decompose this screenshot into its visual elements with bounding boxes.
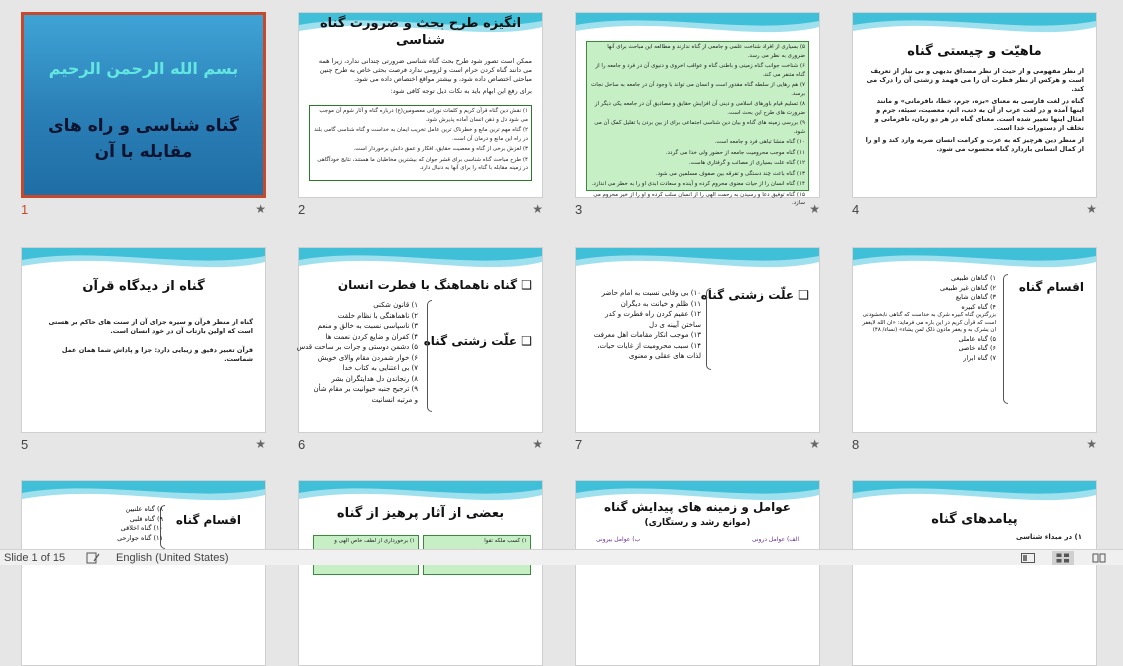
star-icon[interactable]: ★ [1086, 437, 1097, 451]
slide-frame[interactable] [852, 480, 1097, 666]
slide-frame[interactable] [21, 480, 266, 666]
star-icon[interactable]: ★ [532, 202, 543, 216]
list-item: ۱۴) سبب محرومیت از غایات حیات، لذات های عقلی و معنوی [597, 341, 701, 360]
normal-view-icon[interactable] [1017, 551, 1039, 565]
list-item: ۷) گناه ابرار [963, 353, 996, 362]
slide-thumbnail-7[interactable] [575, 247, 820, 452]
slide-frame[interactable] [21, 247, 266, 433]
slide-thumbnail-10[interactable] [298, 480, 543, 666]
wave-decoration-icon [853, 13, 1096, 45]
slide-heading: ❑ گناه ناهماهنگ با فطرت انسان [337, 278, 532, 292]
item-list [103, 505, 163, 543]
box-line: ۵) بسیاری از افراد شناخت علمی و جامعی از گناه ندارند و مطالعه این مباحث برای آنها ضروری به نظر می رسد. [607, 44, 805, 59]
list-item: ۱۰) گناه اخلاقی [120, 524, 163, 532]
box-line: ۶) شناخت جوانب گناه زمینی و باطنی گناه و عواقب اخروی و دنیوی آن در فرد و جامعه را از گناه متنفر می کند. [595, 63, 805, 78]
wave-decoration-icon [299, 248, 542, 280]
list-item: ۶) خوار شمردن مقام والای خویش [317, 353, 418, 362]
slide-title: عوامل و زمینه های پیدایش گناه [604, 500, 791, 514]
box-line: ۳) لغزش برخی از گناه و معصیت حقایق، افکار و عمق دانش برخوردار است. [353, 146, 528, 152]
brace-decoration [706, 288, 711, 370]
wave-decoration-icon [576, 248, 819, 280]
slide-body [865, 67, 1084, 157]
slide-thumbnail-1[interactable] [21, 12, 266, 217]
slide-indicator: Slide 1 of 15 [4, 552, 66, 564]
slide-frame[interactable] [298, 12, 543, 198]
language-indicator[interactable]: English (United States) [116, 552, 229, 564]
star-icon[interactable]: ★ [532, 437, 543, 451]
slide-frame[interactable] [852, 12, 1097, 198]
reading-view-icon[interactable] [1088, 551, 1110, 565]
body-paragraph: گناه در لغت فارسی به معنای «بزه، جرم، خطا، نافرمانی» و مانند اینها آمده و در لغت عرب از آن به ذنب، اثم، معصیت، سیئه، جرم و امثال اینها تعبیر شده است. معنای گناه در هر دو زبان، نافرمانی و تخلف از دستورات خدا است. [874, 97, 1084, 132]
slide-heading: اقسام گناه [175, 513, 241, 527]
box-line: ۱۲) گناه علت بسیاری از مصائب و گرفتاری هاست. [688, 160, 805, 166]
list-item: ۸) رنجاندن دل هدایتگران بشر [331, 374, 418, 383]
item-list [589, 288, 701, 362]
slide-frame[interactable] [298, 247, 543, 433]
slide-number: 8 [852, 437, 860, 452]
list-item: ۱۳) موجب انکار مقامات اهل معرفت [593, 331, 701, 339]
list-item: ۱) گناهان طبیعی [950, 274, 996, 282]
slide-thumbnail-6[interactable] [296, 247, 543, 452]
slide-heading: ❑ علّت زشتی گناه [700, 288, 809, 302]
list-item: ۷) بی اعتنایی به کتاب خدا [342, 364, 418, 372]
slide-number: 1 [21, 202, 29, 217]
star-icon[interactable]: ★ [255, 437, 266, 451]
slide-heading: اقسام گناه [1018, 280, 1084, 294]
body-paragraph: از منظر دین هرچیز که به عزت و کرامت انسان ضربه وارد کند و او را از کمال انسانی بازدارد گناه محسوب می شود. [865, 136, 1084, 153]
brace-decoration [1003, 274, 1008, 404]
list-item: ۹) گناه قلبی [129, 514, 163, 523]
slide-thumbnail-11[interactable] [575, 480, 820, 666]
star-icon[interactable]: ★ [255, 202, 266, 216]
list-item: ۹) ترجیح جنبه حیوانیت بر مقام شأن و مرتبه انسانیت [313, 385, 418, 404]
body-paragraph: گناه از منظر قرآن و سیره جزای آن از سنت های حاکم بر هستی است که اولین بازتاب آن در خود انسان است. [48, 318, 253, 335]
box-line: ۱) برخورداری از لطف خاص الهی و [334, 538, 415, 544]
list-item: ۵) گناه عاملی [958, 334, 996, 343]
body-paragraph: برای رفع این ابهام باید به نکات ذیل توجه کافی شود: [390, 87, 532, 95]
list-item: ۴) کفران و ضایع کردن نعمت ها [325, 332, 418, 341]
box-line: ۷) هم رهایی از سلطه گناه مقدور است و انسان می تواند با وجود آن در جامعه به ساحل نجات برسد. [591, 82, 805, 97]
list-item: ۴) گناه کبیره [961, 302, 996, 311]
slide-frame[interactable] [575, 480, 820, 666]
box-line: ۴) طرح مباحث گناه شناسی برای قشر جوان که بیشترین مخاطبان ما هستند، نتایج خودآگاهی در زمینه مقابله با گناه را برای آنها به دنبال دارد. [317, 156, 528, 171]
item-list [861, 274, 996, 363]
list-item: ۵) دشمن دوستی و جرات بر ساحت قدس [296, 343, 418, 351]
star-icon[interactable]: ★ [1086, 202, 1097, 216]
list-item: ۱۰) بی وفایی نسبت به امام حاضر [601, 289, 701, 297]
content-box [309, 105, 532, 181]
slide-sorter-view-icon[interactable] [1052, 551, 1074, 565]
list-item: ۲) گناهان غیر طبیعی [939, 283, 996, 292]
slide-frame[interactable] [852, 247, 1097, 433]
body-paragraph: از نظر مفهومی و از حیث از نظر مصداق بدیهی و بی نیاز از تعریف است و هرکس از نظر فطرت آن را می فهمد و زشتی آن را درک می کند. [866, 67, 1084, 93]
slide-body [36, 318, 253, 367]
slide-title: گناه از دیدگاه قرآن [82, 279, 205, 294]
slide-body: ۱) در مبداء شناسی [1016, 533, 1082, 541]
status-bar [0, 549, 1123, 565]
presentation-title [34, 113, 253, 165]
title-line-2: مقابله با آن [94, 142, 193, 162]
slide-number: 6 [298, 437, 306, 452]
slide-number: 4 [852, 202, 860, 217]
slide-frame[interactable] [575, 12, 820, 206]
slide-body [313, 57, 532, 99]
slide-thumbnail-12[interactable] [852, 480, 1097, 666]
box-line: ۱) نقش دین گناه قرآن کریم و کلمات نورانی معصومین(ع) درباره گناه و آثار شوم آن موجب می شود دل و ذهن انسان آماده پذیرش شود. [319, 108, 528, 123]
slide-number: 5 [21, 437, 29, 452]
list-item: ۱۱) ظلم و خیانت به دیگران [620, 299, 701, 308]
list-note: بزرگترین گناه کبیره شرک به خداست که گناهی نابخشودنی است که قرآن کریم در این باره می فرماید: «ان الله لایغفر ان یشرک به و یغفر مادون ذلک لمن یشاء» (نساء/ ۴۸) [862, 312, 996, 333]
list-item: ۳) گناهان شایع [955, 293, 996, 301]
box-line: ۱) کسب ملکه تقوا [484, 538, 527, 544]
slide-frame[interactable] [298, 480, 543, 666]
list-item: ۱۱) گناه جوارحی [117, 533, 163, 542]
star-icon[interactable]: ★ [809, 437, 820, 451]
body-paragraph: ممکن است تصور شود طرح بحث گناه شناسی ضرورتی چندانی ندارد، زیرا همه می دانند گناه کردن حرام است و لزومی ندارد فرصت بحثی خاص به طرح چنین مباحثی اختصاص داده شود، و بیشتر مواقع اختصاص داده می شود. [318, 57, 532, 83]
list-item: ۶) گناه خاصی [958, 344, 996, 352]
slide-thumbnail-2[interactable] [298, 12, 543, 217]
box-line: ۸) تسلیم قیام باورهای اسلامی و دینی آن افزایش حقایق و مصادیق آن در جامعه یکی دیگر از ضرورت های طرح این بحث است. [594, 101, 805, 116]
wave-decoration-icon [853, 481, 1096, 513]
box-line: ۱۰) گناه منشا تباهی فرد و جامعه است. [714, 139, 805, 145]
slide-frame[interactable] [21, 12, 266, 198]
list-item: ۳) ناسپاسی نسبت به خالق و منعم [317, 322, 418, 330]
box-line: ۱۵) گناه توفیق دعا و رسیدن به رحمت الهی را از انسان سلب کرده و او را از خیر محروم می سازد. [593, 191, 805, 206]
box-line: ۱۴) گناه انسان را از حیات معنوی محروم کرده و آینده و سعادت ابدی او را به خطر می اندازد. [591, 181, 805, 187]
heading-text: علّت زشتی گناه [700, 288, 795, 302]
right-label: الف) عوامل درونی [751, 536, 799, 543]
star-icon[interactable]: ★ [809, 202, 820, 216]
slide-frame[interactable] [575, 247, 820, 433]
brace-decoration [427, 300, 432, 412]
slide-thumbnail-8[interactable] [852, 247, 1097, 452]
bismillah-text: بسم الله الرحمن الرحیم [48, 59, 239, 78]
left-label: ب) عوامل بیرونی [596, 536, 641, 543]
slide-number: 7 [575, 437, 583, 452]
box-line: ۱۳) گناه باعث چند دستگی و تفرقه بین صفوف مسلمین می شود. [655, 170, 805, 177]
title-slide-background [24, 15, 263, 195]
slide-number: 2 [298, 202, 306, 217]
title-line-1: گناه شناسی و راه های [48, 116, 239, 136]
heading-text: گناه ناهماهنگ با فطرت انسان [337, 278, 518, 292]
slide-title: ماهیّت و چیستی گناه [907, 44, 1042, 59]
content-box [586, 41, 809, 206]
slide-heading: ❑ علّت زشتی گناه [423, 334, 532, 348]
list-item: ۱) قانون شکنی [373, 301, 418, 309]
wave-decoration-icon [22, 248, 265, 280]
slide-thumbnail-4[interactable] [852, 12, 1097, 217]
slide-title: بعضی از آثار پرهیز از گناه [336, 506, 505, 521]
slide-title: پیامدهای گناه [931, 512, 1018, 527]
list-item: ۱۲) عقیم کردن راه فطرت و کدر ساختن آیینه ی دل [605, 310, 701, 329]
box-line: ۹) بررسی زمینه های گناه و بیان دین شناسی اجتماعی برای از بین بردن یا تقلیل کمک آن می شود. [594, 120, 805, 135]
item-list [296, 300, 418, 405]
spellcheck-icon[interactable] [86, 552, 100, 567]
slide-thumbnail-9[interactable] [21, 480, 266, 666]
body-paragraph: قرآن تعبیر دقیق و زیبایی دارد: جزا و پاداش شما همان عمل شماست. [61, 346, 253, 363]
slide-subtitle: (موانع رشد و رستگاری) [644, 518, 751, 528]
slide-thumbnail-5[interactable] [21, 247, 266, 452]
list-item: ۸) گناه علنیین [125, 505, 163, 513]
heading-text: علّت زشتی گناه [423, 334, 518, 348]
box-line: ۲) گناه مهم ترین مانع و خطرناک ترین عامل تخریب ایمان به خداست و گناه شناسی گامی بلند در راه این مانع و درمان آن است. [314, 127, 528, 142]
list-item: ۲) ناهماهنگی با نظام خلقت [337, 311, 418, 320]
slide-number: 3 [575, 202, 583, 217]
slide-title: انگیزه طرح بحث و ضرورت گناه شناسی [319, 16, 522, 48]
slide-thumbnail-3[interactable] [575, 12, 820, 217]
box-line: ۱۱) گناه موجب محرومیت جامعه از حضور ولی خدا می گردد. [665, 149, 805, 156]
